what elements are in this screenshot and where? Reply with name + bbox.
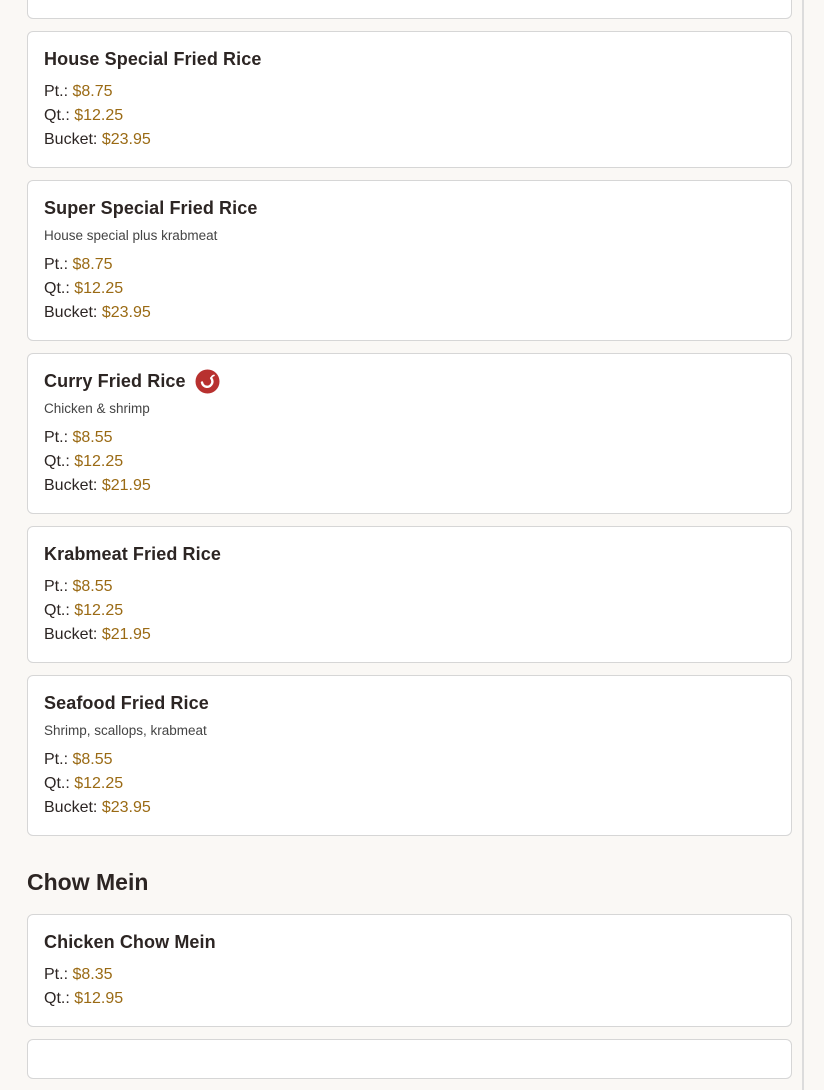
price-value: $12.25 — [74, 775, 124, 792]
menu-item-name: Chicken Chow Mein — [44, 931, 216, 952]
price-value: $21.95 — [101, 477, 151, 494]
price-line — [44, 575, 775, 599]
menu-item-card[interactable] — [27, 31, 792, 168]
price-label: Bucket: — [44, 799, 98, 816]
menu-item-prices — [44, 426, 775, 498]
price-line — [44, 772, 775, 796]
menu-item-prices — [44, 575, 775, 647]
menu-item-prices — [44, 80, 775, 152]
price-value: $8.55 — [72, 578, 113, 595]
price-label: Pt.: — [44, 429, 69, 446]
menu-item-card-partial[interactable] — [27, 1039, 792, 1079]
section-chow-mein — [27, 866, 792, 1079]
price-value: $23.95 — [101, 799, 151, 816]
price-value: $12.25 — [74, 453, 124, 470]
price-label: Bucket: — [44, 131, 98, 148]
price-line — [44, 426, 775, 450]
price-value: $8.35 — [72, 966, 113, 983]
price-line — [44, 599, 775, 623]
menu-item-title-row — [44, 690, 775, 716]
price-value: $8.55 — [72, 429, 113, 446]
price-label: Bucket: — [44, 626, 98, 643]
menu-content — [27, 0, 792, 1079]
menu-item-name: Seafood Fried Rice — [44, 692, 209, 713]
price-label: Pt.: — [44, 966, 69, 983]
menu-item-name: House Special Fried Rice — [44, 48, 262, 69]
price-value: $12.95 — [74, 990, 124, 1007]
price-line — [44, 80, 775, 104]
menu-item-card[interactable] — [27, 526, 792, 663]
price-value: $8.55 — [72, 751, 113, 768]
price-label: Qt.: — [44, 775, 70, 792]
price-line — [44, 450, 775, 474]
menu-item-description: Chicken & shrimp — [44, 401, 150, 416]
price-line — [44, 796, 775, 820]
menu-item-card[interactable] — [27, 180, 792, 341]
price-value: $12.25 — [74, 280, 124, 297]
menu-item-prices — [44, 253, 775, 325]
chili-pepper-icon — [195, 369, 220, 394]
menu-item-title-row — [44, 368, 775, 394]
menu-item-title-row — [44, 195, 775, 221]
price-value: $12.25 — [74, 602, 124, 619]
menu-item-name: Super Special Fried Rice — [44, 197, 258, 218]
price-line — [44, 623, 775, 647]
price-label: Pt.: — [44, 83, 69, 100]
price-line — [44, 963, 775, 987]
price-label: Qt.: — [44, 990, 70, 1007]
menu-item-card-partial[interactable] — [27, 0, 792, 19]
price-line — [44, 104, 775, 128]
price-label: Bucket: — [44, 304, 98, 321]
price-value: $8.75 — [72, 83, 113, 100]
price-line — [44, 987, 775, 1011]
price-label: Qt.: — [44, 107, 70, 124]
price-label: Qt.: — [44, 453, 70, 470]
price-label: Pt.: — [44, 751, 69, 768]
menu-item-card[interactable] — [27, 675, 792, 836]
price-line — [44, 301, 775, 325]
menu-item-name: Krabmeat Fried Rice — [44, 543, 221, 564]
page-right-edge — [802, 0, 804, 1090]
menu-item-title-row — [44, 46, 775, 72]
price-line — [44, 474, 775, 498]
price-value: $8.75 — [72, 256, 113, 273]
price-label: Pt.: — [44, 256, 69, 273]
price-label: Qt.: — [44, 602, 70, 619]
price-label: Qt.: — [44, 280, 70, 297]
price-line — [44, 277, 775, 301]
menu-item-title-row — [44, 929, 775, 955]
price-value: $23.95 — [101, 304, 151, 321]
menu-item-prices — [44, 748, 775, 820]
menu-item-name: Curry Fried Rice — [44, 370, 186, 391]
section-fried-rice-items — [27, 31, 792, 836]
price-label: Pt.: — [44, 578, 69, 595]
price-line — [44, 128, 775, 152]
price-value: $21.95 — [101, 626, 151, 643]
menu-item-title-row — [44, 541, 775, 567]
section-heading: Chow Mein — [27, 869, 149, 895]
price-line — [44, 748, 775, 772]
price-value: $12.25 — [74, 107, 124, 124]
menu-item-description: Shrimp, scallops, krabmeat — [44, 723, 207, 738]
menu-item-description: House special plus krabmeat — [44, 228, 218, 243]
menu-item-card[interactable] — [27, 353, 792, 514]
price-value: $23.95 — [101, 131, 151, 148]
price-line — [44, 253, 775, 277]
price-label: Bucket: — [44, 477, 98, 494]
menu-item-card[interactable] — [27, 914, 792, 1027]
menu-item-prices — [44, 963, 775, 1011]
